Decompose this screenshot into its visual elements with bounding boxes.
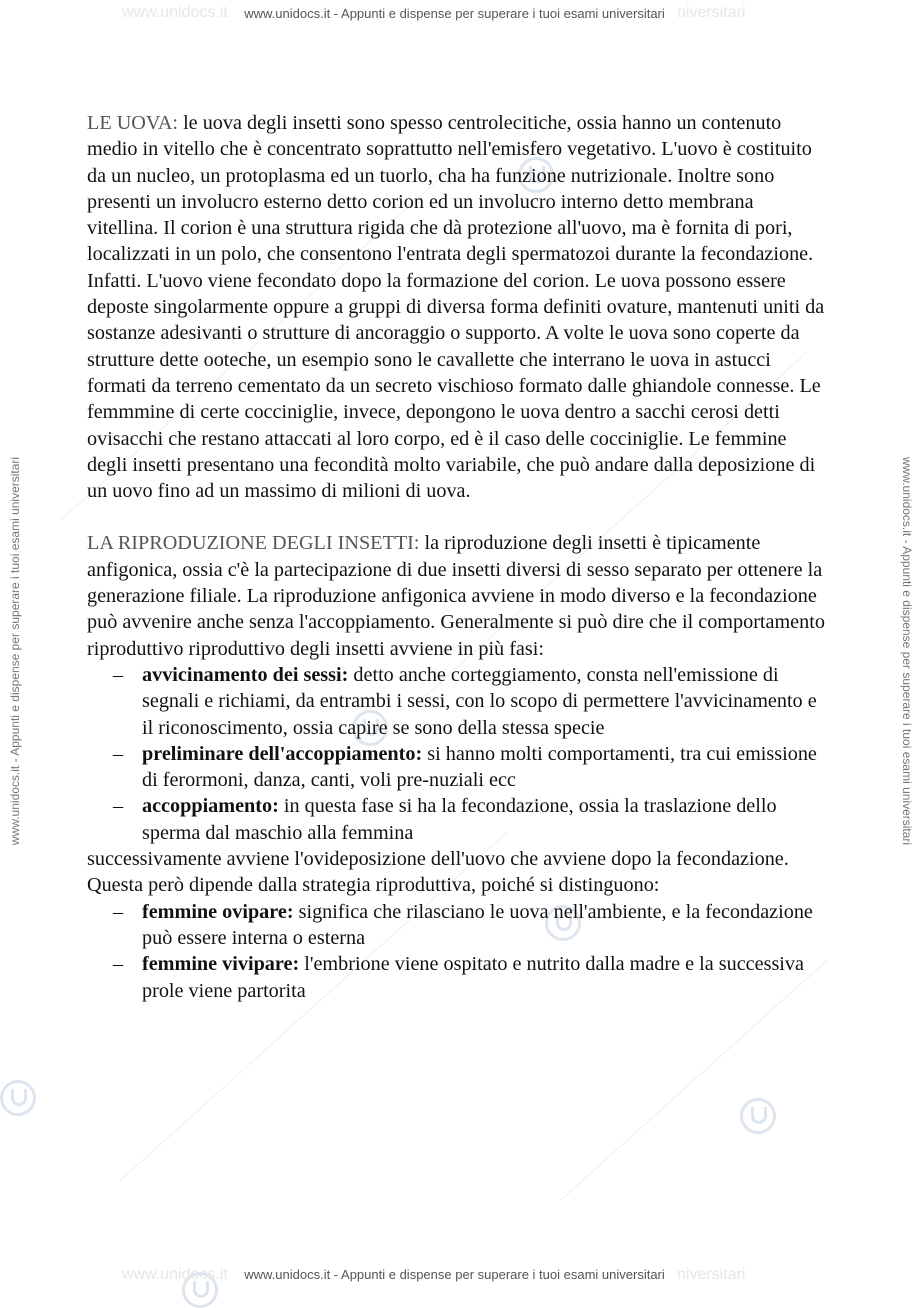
section-heading: LE UOVA: (87, 112, 179, 134)
list-term: femmine ovipare: (142, 900, 294, 923)
watermark-side-left: www.unidocs.it - Appunti e dispense per superare i tuoi esami universitari (8, 456, 22, 846)
types-list (87, 899, 827, 1004)
watermark-footer: www.unidocs.it - Appunti e dispense per superare i tuoi esami universitari (244, 1267, 665, 1282)
list-text: l'embrione viene ospitato e nutrito dalla madre e la successiva prole viene partorita (142, 953, 804, 1002)
watermark-side-right: www.unidocs.it - Appunti e dispense per superare i tuoi esami universitari (900, 456, 914, 846)
phases-list (87, 662, 827, 846)
watermark-header: www.unidocs.it - Appunti e dispense per superare i tuoi esami universitari (244, 6, 665, 21)
watermark-ghost-right: niversitari (677, 4, 746, 21)
list-text: si hanno molti comportamenti, tra cui emissione di ferormoni, danza, canti, voli pre-nuziali ecc (142, 742, 817, 792)
list-term: avvicinamento dei sessi: (142, 663, 349, 686)
paragraph-uova (87, 110, 827, 504)
list-item (142, 899, 827, 952)
list-term: femmine vivipare: (142, 953, 300, 976)
list-item (142, 741, 827, 794)
paragraph-text: successivamente avviene l'ovideposizione dell'uovo che avviene dopo la fecondazione. Questa però dipende dalla strategia riproduttiva, poiché si distinguono: (87, 848, 789, 897)
list-item (142, 951, 827, 1004)
unidocs-logo-icon (740, 1098, 776, 1134)
paragraph-riproduzione (87, 530, 827, 661)
list-term: preliminare dell'accoppiamento: (142, 742, 423, 765)
list-text: detto anche corteggiamento, consta nell'emissione di segnali e richiami, da entrambi i sessi, con lo scopo di permettere l'avvicinamento e il riconoscimento, ossia capire se sono della stessa specie (142, 663, 817, 739)
list-text: significa che rilasciano le uova nell'ambiente, e la fecondazione può essere interna o esterna (142, 900, 813, 949)
list-item (142, 662, 827, 741)
document-body (87, 110, 827, 1004)
list-text: in questa fase si ha la fecondazione, ossia la traslazione dello sperma dal maschio alla femmina (142, 795, 777, 844)
list-term: accoppiamento: (142, 795, 279, 818)
paragraph-text: le uova degli insetti sono spesso centrolecitiche, ossia hanno un contenuto medio in vitello che è concentrato soprattutto nell'emisfero vegetativo. L'uovo è costituito da un nucleo, un protoplasma ed un tuorlo, cha ha funzione nutrizionale. Inoltre sono presenti un involucro esterno detto corion ed un involucro interno detto membrana vitellina. Il corion è una struttura rigida che dà protezione all'uovo, ma è fornita di pori, localizzati in un polo, che consentono l'entrata degli spermatozoi durante la fecondazione. Infatti. L'uovo viene fecondato dopo la formazione del corion. Le uova possono essere deposte singolarmente oppure a gruppi di diversa forma definiti ovature, mantenuti uniti da sostanze adesivanti o strutture di ancoraggio o supporto. A volte le uova sono coperte da strutture dette ooteche, un esempio sono le cavallette che interrano le uova in astucci formati da terreno cementato da un secreto vischioso formato dalle ghiandole connesse. Le femmmine di certe cocciniglie, invece, depongono le uova dentro a sacchi cerosi detti ovisacchi che restano attaccati al loro corpo, ed è il caso delle cocciniglie. Le femmine degli insetti presentano una fecondità molto variabile, che può andare dalla deposizione di un uovo fino ad un massimo di milioni di uova. (87, 112, 825, 503)
watermark-ghost-left: www.unidocs.it (122, 1266, 228, 1283)
list-item (142, 793, 827, 846)
section-heading: LA RIPRODUZIONE DEGLI INSETTI: (87, 532, 420, 555)
paragraph-text: la riproduzione degli insetti è tipicamente anfigonica, ossia c'è la partecipazione di due insetti diversi di sesso separato per ottenere la generazione filiale. La riproduzione anfigonica avviene in modo diverso e la fecondazione può avvenire anche senza l'accoppiamento. Generalmente si può dire che il comportamento riproduttivo riproduttivo degli insetti avviene in più fasi: (87, 532, 825, 660)
watermark-ghost-right: niversitari (677, 1266, 746, 1283)
watermark-ghost-left: www.unidocs.it (122, 4, 228, 21)
